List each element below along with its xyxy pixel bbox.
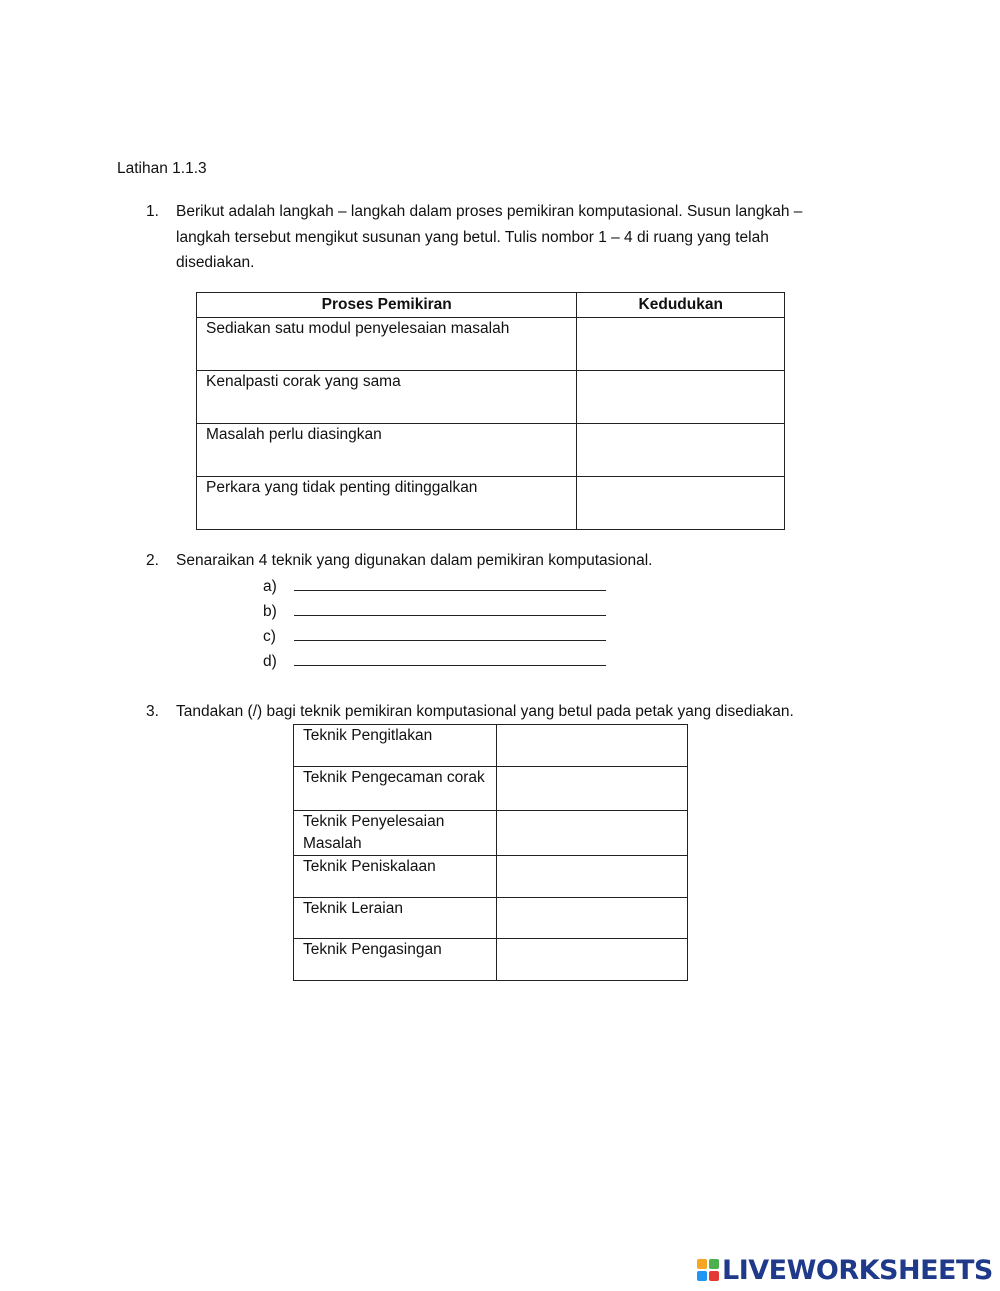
position-answer-cell[interactable] <box>577 371 785 424</box>
answer-line-a[interactable] <box>263 574 606 599</box>
process-step-label: Masalah perlu diasingkan <box>197 424 577 477</box>
header-kedudukan: Kedudukan <box>577 293 785 318</box>
process-step-label: Sediakan satu modul penyelesaian masalah <box>197 318 577 371</box>
question-1-line: disediakan. <box>176 254 255 271</box>
table-row <box>294 939 688 981</box>
question-2-text: Senaraikan 4 teknik yang digunakan dalam pemikiran komputasional. <box>176 552 653 569</box>
tick-answer-cell[interactable] <box>497 767 688 811</box>
question-1-line: Berikut adalah langkah – langkah dalam proses pemikiran komputasional. Susun langkah – <box>176 203 803 220</box>
tick-answer-cell[interactable] <box>497 898 688 939</box>
table-row <box>197 318 785 371</box>
liveworksheets-logo <box>697 1253 993 1287</box>
answer-blank[interactable] <box>294 574 606 591</box>
logo-text: LIVEWORKSHEETS <box>722 1254 993 1286</box>
answer-line-d[interactable] <box>263 649 606 674</box>
answer-blank[interactable] <box>294 599 606 616</box>
table-row <box>294 898 688 939</box>
position-answer-cell[interactable] <box>577 424 785 477</box>
answer-line-c[interactable] <box>263 624 606 649</box>
header-proses-pemikiran: Proses Pemikiran <box>197 293 577 318</box>
logo-block-icon <box>697 1271 707 1281</box>
answer-blank[interactable] <box>294 649 606 666</box>
logo-blocks-icon <box>697 1259 719 1281</box>
position-answer-cell[interactable] <box>577 318 785 371</box>
answer-label: a) <box>263 578 277 595</box>
table-row <box>294 767 688 811</box>
question-3-number: 3. <box>146 703 159 720</box>
technique-label: Teknik Pengasingan <box>294 939 497 981</box>
tick-answer-cell[interactable] <box>497 856 688 898</box>
technique-checklist-table <box>293 724 688 981</box>
answer-blank[interactable] <box>294 624 606 641</box>
technique-label: Teknik Penyelesaian Masalah <box>294 811 497 856</box>
answer-label: b) <box>263 603 277 620</box>
table-header-row <box>197 293 785 318</box>
process-step-label: Perkara yang tidak penting ditinggalkan <box>197 477 577 530</box>
question-1-text <box>176 199 856 276</box>
technique-label: Teknik Peniskalaan <box>294 856 497 898</box>
table-row <box>197 371 785 424</box>
question-1-line: langkah tersebut mengikut susunan yang betul. Tulis nombor 1 – 4 di ruang yang telah <box>176 228 769 246</box>
tick-answer-cell[interactable] <box>497 939 688 981</box>
table-row <box>197 424 785 477</box>
table-row <box>197 477 785 530</box>
answer-line-b[interactable] <box>263 599 606 624</box>
table-row <box>294 811 688 856</box>
technique-label: Teknik Pengitlakan <box>294 725 497 767</box>
question-1-number: 1. <box>146 203 159 220</box>
technique-label: Teknik Leraian <box>294 898 497 939</box>
question-3-text: Tandakan (/) bagi teknik pemikiran komputasional yang betul pada petak yang disediakan. <box>176 703 794 720</box>
technique-label: Teknik Pengecaman corak <box>294 767 497 811</box>
logo-block-icon <box>697 1259 707 1269</box>
tick-answer-cell[interactable] <box>497 725 688 767</box>
logo-block-icon <box>709 1271 719 1281</box>
process-step-label: Kenalpasti corak yang sama <box>197 371 577 424</box>
position-answer-cell[interactable] <box>577 477 785 530</box>
logo-block-icon <box>709 1259 719 1269</box>
question-2-number: 2. <box>146 552 159 569</box>
table-row <box>294 725 688 767</box>
tick-answer-cell[interactable] <box>497 811 688 856</box>
answer-label: c) <box>263 628 276 645</box>
thinking-process-table <box>196 292 785 530</box>
table-row <box>294 856 688 898</box>
answer-label: d) <box>263 653 277 670</box>
worksheet-title: Latihan 1.1.3 <box>117 160 207 177</box>
